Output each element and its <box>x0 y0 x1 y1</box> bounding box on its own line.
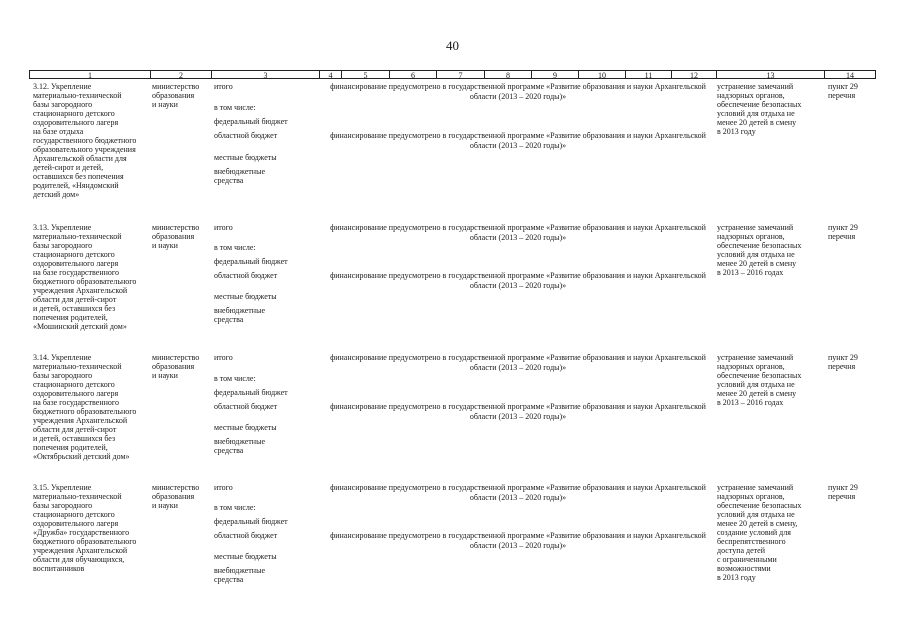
row-fin-extrabudget: внебюджетные средства <box>214 437 265 455</box>
row-fin-including: в том числе: <box>214 503 256 512</box>
row-executor: министерство образования и науки <box>152 483 200 510</box>
row-fin-extrabudget: внебюджетные средства <box>214 566 265 584</box>
row-fin-regional: областной бюджет <box>214 402 278 411</box>
header-col-11: 11 <box>625 70 671 79</box>
row-fin-local: местные бюджеты <box>214 153 277 162</box>
row-reference: пункт 29 перечня <box>828 483 858 501</box>
row-fin-local: местные бюджеты <box>214 423 277 432</box>
row-executor: министерство образования и науки <box>152 223 200 250</box>
row-fin-federal: федеральный бюджет <box>214 117 288 126</box>
row-financing-note: финансирование предусмотрено в государственной программе «Развитие образования и науки Архангельской области (2013 – 2020 годы)» <box>330 271 706 290</box>
row-financing-note: финансирование предусмотрено в государственной программе «Развитие образования и науки Архангельской области (2013 – 2020 годы)» <box>330 353 706 372</box>
page-number: 40 <box>446 38 459 53</box>
row-result: устранение замечаний надзорных органов, обеспечение безопасных условий для отдыха не менее 20 детей в смену в 2013 году <box>717 82 802 136</box>
row-fin-federal: федеральный бюджет <box>214 257 288 266</box>
header-col-3: 3 <box>211 70 319 79</box>
row-fin-total: итого <box>214 223 233 232</box>
row-fin-local: местные бюджеты <box>214 292 277 301</box>
row-fin-extrabudget: внебюджетные средства <box>214 306 265 324</box>
row-reference: пункт 29 перечня <box>828 353 858 371</box>
row-fin-federal: федеральный бюджет <box>214 388 288 397</box>
row-fin-regional: областной бюджет <box>214 131 278 140</box>
row-title: 3.14. Укрепление материально-технической базы загородного стационарного детского оздоровительного лагеря на базе государственного бюджетного образовательного учреждения Архангельской области для детей-сирот и детей, оставшихся без попечения родителей, «Октябрьский детский дом» <box>33 353 137 461</box>
row-executor: министерство образования и науки <box>152 353 200 380</box>
row-title: 3.12. Укрепление материально-технической базы загородного стационарного детского оздоровительного лагеря на базе отдыха государственного бюджетного образовательного учреждения Архангельской области для детей-сирот и детей, оставшихся без попечения родителей, «Няндомский детский дом» <box>33 82 137 199</box>
header-col-8: 8 <box>484 70 531 79</box>
row-executor: министерство образования и науки <box>152 82 200 109</box>
row-result: устранение замечаний надзорных органов, обеспечение безопасных условий для отдыха не менее 20 детей в смену в 2013 – 2016 годах <box>717 353 802 407</box>
row-fin-local: местные бюджеты <box>214 552 277 561</box>
row-financing-note: финансирование предусмотрено в государственной программе «Развитие образования и науки Архангельской области (2013 – 2020 годы)» <box>330 483 706 502</box>
header-col-5: 5 <box>341 70 389 79</box>
row-reference: пункт 29 перечня <box>828 223 858 241</box>
header-col-9: 9 <box>531 70 578 79</box>
row-fin-regional: областной бюджет <box>214 271 278 280</box>
row-fin-total: итого <box>214 82 233 91</box>
header-col-1: 1 <box>29 70 150 79</box>
row-result: устранение замечаний надзорных органов, обеспечение безопасных условий для отдыха не менее 20 детей в смену в 2013 – 2016 годах <box>717 223 802 277</box>
row-financing-note: финансирование предусмотрено в государственной программе «Развитие образования и науки Архангельской области (2013 – 2020 годы)» <box>330 223 706 242</box>
row-fin-total: итого <box>214 483 233 492</box>
row-fin-including: в том числе: <box>214 103 256 112</box>
row-fin-regional: областной бюджет <box>214 531 278 540</box>
row-reference: пункт 29 перечня <box>828 82 858 100</box>
row-financing-note: финансирование предусмотрено в государственной программе «Развитие образования и науки Архангельской области (2013 – 2020 годы)» <box>330 131 706 150</box>
header-col-12: 12 <box>671 70 716 79</box>
row-title: 3.13. Укрепление материально-технической базы загородного стационарного детского оздоровительного лагеря на базе государственного бюджетного образовательного учреждения Архангельской области для детей-сирот и детей, оставшихся без попечения родителей, «Мошинский детский дом» <box>33 223 137 331</box>
header-col-4: 4 <box>319 70 341 79</box>
row-financing-note: финансирование предусмотрено в государственной программе «Развитие образования и науки Архангельской области (2013 – 2020 годы)» <box>330 531 706 550</box>
header-col-13: 13 <box>716 70 824 79</box>
header-col-2: 2 <box>150 70 211 79</box>
row-title: 3.15. Укрепление материально-технической базы загородного стационарного детского оздоровительного лагеря «Дружба» государственного бюджетного образовательного учреждения Архангельской области для обучающихся, воспитанников <box>33 483 137 573</box>
row-fin-federal: федеральный бюджет <box>214 517 288 526</box>
row-result: устранение замечаний надзорных органов, обеспечение безопасных условий для отдыха не менее 20 детей в смену, создание условий для беспрепятственного доступа детей с ограниченными возможностями в 2013 году <box>717 483 802 582</box>
header-col-7: 7 <box>436 70 484 79</box>
row-financing-note: финансирование предусмотрено в государственной программе «Развитие образования и науки Архангельской области (2013 – 2020 годы)» <box>330 402 706 421</box>
header-col-6: 6 <box>389 70 436 79</box>
row-financing-note: финансирование предусмотрено в государственной программе «Развитие образования и науки Архангельской области (2013 – 2020 годы)» <box>330 82 706 101</box>
row-fin-including: в том числе: <box>214 243 256 252</box>
row-fin-total: итого <box>214 353 233 362</box>
header-col-10: 10 <box>578 70 625 79</box>
row-fin-extrabudget: внебюджетные средства <box>214 167 265 185</box>
row-fin-including: в том числе: <box>214 374 256 383</box>
header-col-14: 14 <box>824 70 876 79</box>
